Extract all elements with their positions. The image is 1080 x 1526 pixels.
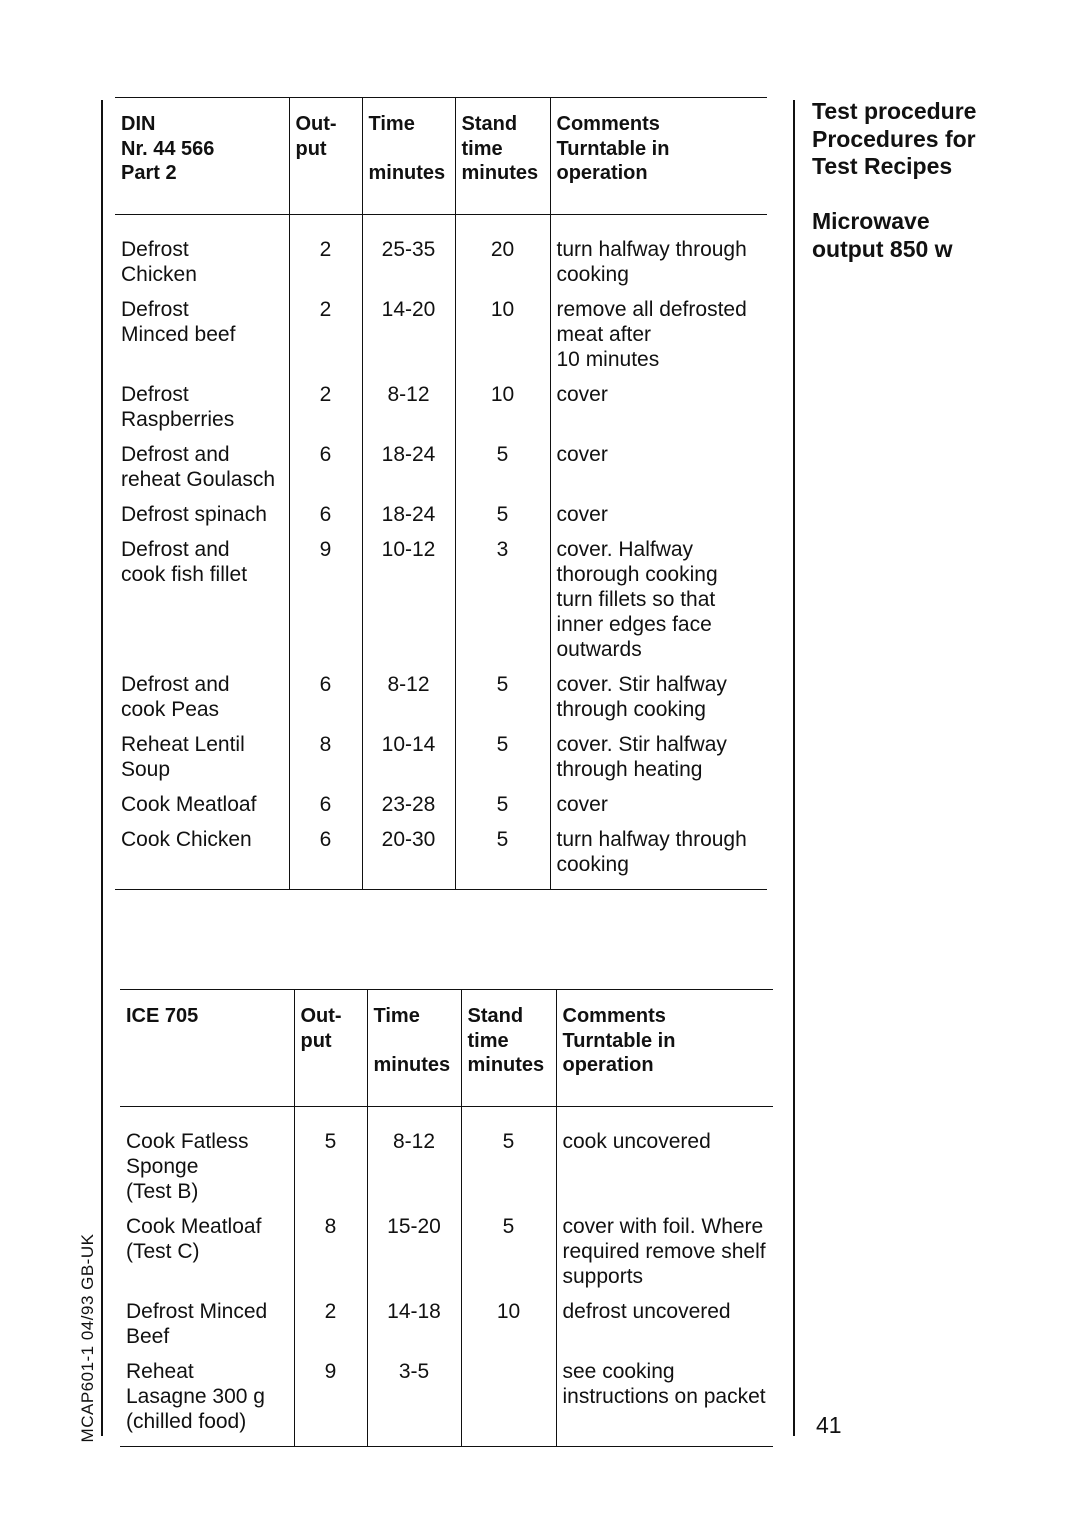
comments-cell: [556, 1359, 773, 1447]
cell-line: cooking: [556, 852, 629, 876]
recipe-name-cell: [120, 1214, 294, 1299]
cell-line: Reheat Lentil: [121, 732, 245, 756]
header-din: DIN Nr. 44 566 Part 2: [115, 98, 289, 215]
time-cell: 8-12: [362, 672, 455, 732]
time-cell: 23-28: [362, 792, 455, 827]
cell-line: cooking: [556, 262, 629, 286]
stand-time-cell: 5: [455, 732, 550, 792]
cell-line: turn halfway through: [556, 827, 747, 851]
stand-time-cell: 5: [455, 827, 550, 890]
header-ice: ICE 705: [120, 990, 294, 1107]
cell-line: cover. Halfway: [556, 537, 694, 561]
time-cell: 14-18: [367, 1299, 461, 1359]
cell-line: Defrost: [121, 297, 189, 321]
output-cell: 6: [289, 672, 362, 732]
time-cell: 3-5: [367, 1359, 461, 1447]
time-cell: 18-24: [362, 502, 455, 537]
stand-time-cell: 5: [461, 1106, 556, 1214]
table-row: [115, 382, 767, 442]
recipe-name-cell: [120, 1299, 294, 1359]
time-cell: 8-12: [362, 382, 455, 442]
recipe-name-cell: [115, 827, 289, 890]
cell-line: Cook Fatless: [126, 1129, 249, 1153]
section-title-line: Test Recipes: [812, 153, 953, 179]
cell-line: (chilled food): [126, 1409, 247, 1433]
cell-line: instructions on packet: [562, 1384, 766, 1408]
cell-line: Defrost and: [121, 672, 230, 696]
cell-line: reheat Goulasch: [121, 467, 276, 491]
comments-cell: [550, 732, 767, 792]
cell-line: cook Peas: [121, 697, 220, 721]
recipe-name-cell: [115, 502, 289, 537]
recipe-name-cell: [115, 442, 289, 502]
cell-line: cook uncovered: [562, 1129, 711, 1153]
time-cell: 25-35: [362, 214, 455, 297]
cell-line: (Test B): [126, 1179, 199, 1203]
cell-line: cover. Stir halfway: [556, 672, 727, 696]
table-row: [115, 792, 767, 827]
cell-line: Cook Chicken: [121, 827, 252, 851]
table-row: [115, 297, 767, 382]
comments-cell: [550, 382, 767, 442]
recipe-name-cell: [115, 732, 289, 792]
ice-recipe-table: [120, 989, 773, 1447]
table-row: [115, 214, 767, 297]
output-cell: 6: [289, 442, 362, 502]
cell-line: cover. Stir halfway: [556, 732, 727, 756]
output-cell: 2: [289, 214, 362, 297]
comments-cell: [550, 297, 767, 382]
comments-cell: [550, 827, 767, 890]
table-header-row: [120, 990, 773, 1107]
time-cell: 8-12: [367, 1106, 461, 1214]
header-stand-time: Stand time minutes: [455, 98, 550, 215]
section-subtitle: [812, 208, 1072, 263]
cell-line: supports: [562, 1264, 644, 1288]
cell-line: through cooking: [556, 697, 706, 721]
stand-time-cell: 10: [455, 297, 550, 382]
header-output: Out- put: [294, 990, 367, 1107]
cell-line: Cook Meatloaf: [126, 1214, 262, 1238]
table-row: [115, 672, 767, 732]
time-cell: 10-14: [362, 732, 455, 792]
table-row: [115, 537, 767, 672]
time-cell: 15-20: [367, 1214, 461, 1299]
recipe-name-cell: [115, 297, 289, 382]
output-cell: 9: [294, 1359, 367, 1447]
output-cell: 8: [289, 732, 362, 792]
cell-line: cover: [556, 442, 608, 466]
cell-line: Cook Meatloaf: [121, 792, 257, 816]
table-row: [120, 1214, 773, 1299]
header-comments: Comments Turntable in operation: [556, 990, 773, 1107]
section-title-line: Procedures for: [812, 125, 976, 152]
stand-time-cell: [461, 1359, 556, 1447]
comments-cell: [550, 442, 767, 502]
cell-line: through heating: [556, 757, 703, 781]
cell-line: cover with foil. Where: [562, 1214, 764, 1238]
stand-time-cell: 5: [455, 442, 550, 502]
recipe-name-cell: [120, 1106, 294, 1214]
output-cell: 9: [289, 537, 362, 672]
cell-line: Beef: [126, 1324, 170, 1348]
comments-cell: [556, 1299, 773, 1359]
cell-line: defrost uncovered: [562, 1299, 731, 1323]
page-number: 41: [816, 1412, 842, 1438]
section-title-line: Test procedure: [812, 98, 977, 124]
cell-line: Defrost: [121, 382, 189, 406]
header-time: Time minutes: [362, 98, 455, 215]
cell-line: Reheat: [126, 1359, 194, 1383]
table-header-row: [115, 98, 767, 215]
comments-cell: [550, 792, 767, 827]
cell-line: remove all defrosted: [556, 297, 747, 321]
cell-line: Raspberries: [121, 407, 235, 431]
recipe-name-cell: [115, 792, 289, 827]
table-row: [115, 442, 767, 502]
cell-line: cook fish fillet: [121, 562, 248, 586]
header-comments: Comments Turntable in operation: [550, 98, 767, 215]
stand-time-cell: 10: [455, 382, 550, 442]
cell-line: see cooking: [562, 1359, 675, 1383]
recipe-name-cell: [115, 382, 289, 442]
cell-line: cover: [556, 502, 608, 526]
stand-time-cell: 5: [455, 502, 550, 537]
stand-time-cell: 20: [455, 214, 550, 297]
cell-line: Minced beef: [121, 322, 236, 346]
cell-line: cover: [556, 792, 608, 816]
table-row: [120, 1106, 773, 1214]
cell-line: turn fillets so that: [556, 587, 716, 611]
output-cell: 2: [289, 297, 362, 382]
cell-line: Defrost: [121, 237, 189, 261]
recipe-name-cell: [115, 672, 289, 732]
cell-line: Sponge: [126, 1154, 199, 1178]
output-cell: 6: [289, 827, 362, 890]
cell-line: outwards: [556, 637, 642, 661]
document-code: MCAP601-1 04/93 GB-UK: [78, 1233, 97, 1443]
stand-time-cell: 5: [455, 672, 550, 732]
time-cell: 10-12: [362, 537, 455, 672]
right-margin-rule: [793, 100, 795, 1436]
output-cell: 6: [289, 502, 362, 537]
comments-cell: [556, 1214, 773, 1299]
table-row: [120, 1359, 773, 1447]
output-cell: 8: [294, 1214, 367, 1299]
output-cell: 5: [294, 1106, 367, 1214]
cell-line: required remove shelf: [562, 1239, 766, 1263]
table-row: [115, 827, 767, 890]
time-cell: 14-20: [362, 297, 455, 382]
section-subtitle-line: Microwave: [812, 208, 930, 234]
cell-line: 10 minutes: [556, 347, 660, 371]
comments-cell: [550, 672, 767, 732]
cell-line: inner edges face: [556, 612, 712, 636]
stand-time-cell: 10: [461, 1299, 556, 1359]
stand-time-cell: 3: [455, 537, 550, 672]
table-row: [120, 1299, 773, 1359]
cell-line: turn halfway through: [556, 237, 747, 261]
section-subtitle-line: output 850 w: [812, 235, 953, 262]
cell-line: cover: [556, 382, 608, 406]
output-cell: 2: [294, 1299, 367, 1359]
time-cell: 20-30: [362, 827, 455, 890]
cell-line: meat after: [556, 322, 652, 346]
stand-time-cell: 5: [461, 1214, 556, 1299]
comments-cell: [550, 537, 767, 672]
cell-line: (Test C): [126, 1239, 200, 1263]
comments-cell: [550, 502, 767, 537]
comments-cell: [550, 214, 767, 297]
cell-line: Lasagne 300 g: [126, 1384, 265, 1408]
stand-time-cell: 5: [455, 792, 550, 827]
header-time: Time minutes: [367, 990, 461, 1107]
time-cell: 18-24: [362, 442, 455, 502]
left-margin-rule: [101, 100, 103, 1436]
cell-line: thorough cooking: [556, 562, 718, 586]
din-recipe-table: [115, 97, 767, 890]
cell-line: Chicken: [121, 262, 197, 286]
recipe-name-cell: [115, 214, 289, 297]
cell-line: Defrost and: [121, 442, 230, 466]
output-cell: 2: [289, 382, 362, 442]
recipe-name-cell: [115, 537, 289, 672]
cell-line: Defrost and: [121, 537, 230, 561]
section-title: [812, 98, 1072, 181]
comments-cell: [556, 1106, 773, 1214]
header-stand-time: Stand time minutes: [461, 990, 556, 1107]
table-row: [115, 732, 767, 792]
cell-line: Defrost spinach: [121, 502, 267, 526]
recipe-name-cell: [120, 1359, 294, 1447]
table-row: [115, 502, 767, 537]
header-output: Out- put: [289, 98, 362, 215]
cell-line: Soup: [121, 757, 171, 781]
output-cell: 6: [289, 792, 362, 827]
cell-line: Defrost Minced: [126, 1299, 268, 1323]
